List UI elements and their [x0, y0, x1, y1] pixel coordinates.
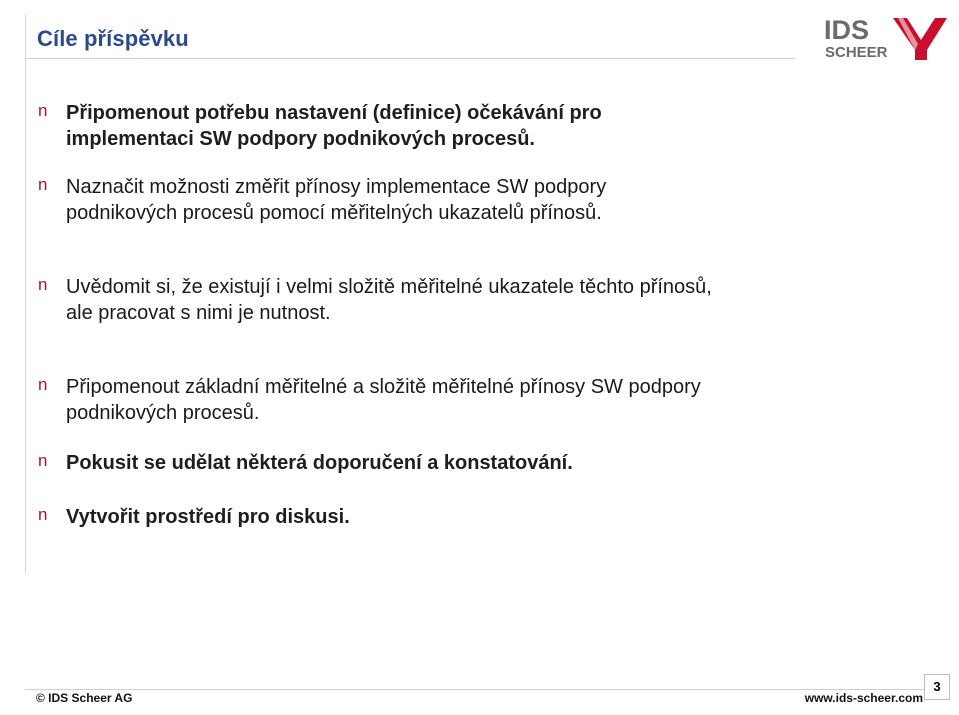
bullet-text: Naznačit možnosti změřit přínosy implementace SW podpory podnikových procesů pomocí měřitelných ukazatelů přínosů. [66, 176, 607, 224]
left-divider [25, 14, 26, 574]
bullet-text: Uvědomit si, že existují i velmi složitě měřitelné ukazatele těchto přínosů, ale pracovat s nimi je nutnost. [66, 276, 712, 324]
bullet-text: Vytvořit prostředí pro diskusi. [66, 506, 350, 528]
bullet-marker: n [38, 375, 48, 394]
website-link[interactable]: www.ids-scheer.com [804, 691, 923, 705]
bullet-marker: n [38, 175, 48, 194]
bullet-text: Připomenout základní měřitelné a složitě měřitelné přínosy SW podpory podnikových procesů. [66, 376, 701, 424]
logo-scheer-text: SCHEER [825, 44, 888, 60]
copyright-text: © IDS Scheer AG [36, 691, 133, 705]
bullet-marker: n [38, 101, 48, 120]
list-item [38, 100, 718, 152]
ids-scheer-logo [823, 14, 947, 60]
bullet-text: Připomenout potřebu nastavení (definice) očekávání pro implementaci SW podpory podnikových procesů. [66, 102, 602, 150]
list-item [38, 374, 718, 426]
page-title: Cíle příspěvku [37, 26, 189, 51]
list-item [38, 174, 718, 226]
header-divider [25, 58, 795, 59]
logo-mark-icon [893, 18, 947, 60]
list-item [38, 504, 718, 530]
footer-divider [25, 689, 930, 690]
bullet-text: Pokusit se udělat některá doporučení a konstatování. [66, 452, 573, 474]
list-item [38, 274, 718, 326]
page-number: 3 [924, 674, 950, 700]
bullet-marker: n [38, 505, 48, 524]
bullet-marker: n [38, 451, 48, 470]
bullet-marker: n [38, 275, 48, 294]
list-item [38, 450, 718, 476]
logo-ids-text: IDS [824, 15, 870, 45]
